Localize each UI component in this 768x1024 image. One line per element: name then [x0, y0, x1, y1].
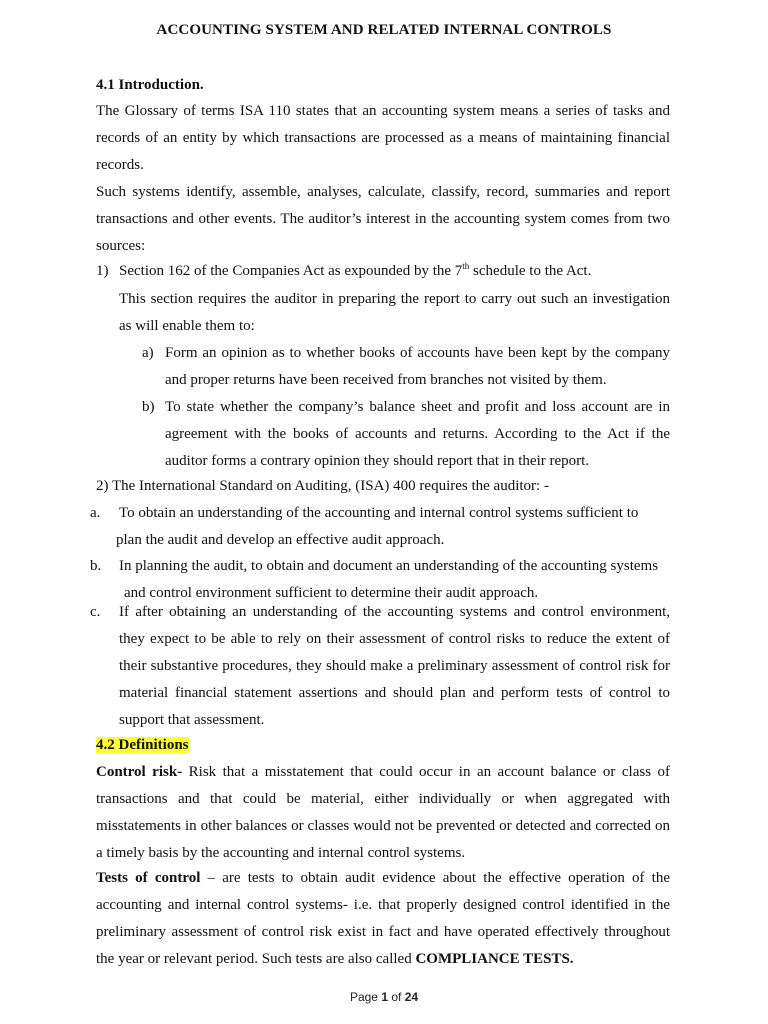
definition-term-tests-of-control: Tests of control [96, 870, 201, 886]
list-marker-1: 1) [96, 263, 109, 279]
definition-text-tests-of-control: – are tests to obtain audit evidence about the effective operation of the accounting and internal control systems- i.e. that properly designed control identified in the preliminary assessment of control risk exist in fact and have operated effectively throughout the year or relevant period. Such tests are also called [96, 870, 671, 967]
isa-item-a-marker: a. [90, 505, 101, 521]
isa-item-b-marker: b. [90, 558, 102, 574]
isa-item-b-line-1: In planning the audit, to obtain and document an understanding of the accounting systems [119, 558, 659, 574]
definition-tests-of-control [96, 865, 670, 973]
intro-paragraph-1: The Glossary of terms ISA 110 states that an accounting system means a series of tasks and records of an entity by which transactions are processed as a means of maintaining financial records. [96, 103, 670, 173]
isa-item-c-marker: c. [90, 604, 101, 620]
definitions-heading-highlight: 4.2 Definitions [96, 737, 189, 753]
section-heading-introduction: 4.1 Introduction. [96, 77, 204, 93]
footer-middle: of [388, 990, 405, 1004]
definition-text-control-risk: Risk that a misstatement that could occur in an account balance or class of transactions and that could be material, either individually or when aggregated with misstatements in other balances or classes would not be prevented or detected and corrected on a timely basis by the accounting and internal control systems. [96, 764, 670, 861]
list-item-1-heading [119, 258, 679, 285]
list-item-1-description: This section requires the auditor in preparing the report to carry out such an investigation as will enable them to: [119, 291, 670, 334]
list-item-1-superscript: th [462, 261, 470, 271]
sub-item-b-marker: b) [142, 399, 155, 415]
footer-total-pages: 24 [404, 990, 419, 1004]
isa-item-b-line-2: and control environment sufficient to determine their audit approach. [124, 585, 539, 601]
intro-paragraph-2: Such systems identify, assemble, analyses, calculate, classify, record, summaries and report transactions and other events. The auditor’s interest in the accounting system comes from two sources: [96, 184, 670, 254]
section-heading-definitions [96, 732, 189, 759]
sub-item-a-text: Form an opinion as to whether books of accounts have been kept by the company and proper returns have been received from branches not visited by them. [165, 345, 670, 388]
list-item-1-text-end: schedule to the Act. [469, 263, 592, 279]
list-item-1-text: Section 162 of the Companies Act as expounded by the 7 [119, 263, 463, 279]
list-item-2-heading: 2) The International Standard on Auditing, (ISA) 400 requires the auditor: - [96, 478, 549, 494]
sub-item-a-marker: a) [142, 345, 154, 361]
isa-item-a-line-2: plan the audit and develop an effective audit approach. [116, 532, 445, 548]
definition-control-risk [96, 759, 670, 867]
isa-item-a-line-1: To obtain an understanding of the accounting and internal control systems sufficient to [119, 505, 639, 521]
sub-item-b-text: To state whether the company’s balance sheet and profit and loss account are in agreement with the books of accounts and returns. According to the Act if the auditor forms a contrary opinion they should report that in their report. [165, 399, 670, 469]
page-footer [0, 990, 768, 1004]
isa-item-c-text: If after obtaining an understanding of the accounting systems and control environment, they expect to be able to rely on their assessment of control risks to reduce the extent of their substantive procedures, they should make a preliminary assessment of control risk for material financial statement assertions and should plan and perform tests of control to support that assessment. [119, 604, 670, 728]
definition-emphasis-compliance-tests: COMPLIANCE TESTS. [415, 951, 574, 967]
document-title: ACCOUNTING SYSTEM AND RELATED INTERNAL CONTROLS [156, 22, 612, 38]
footer-prefix: Page [349, 990, 382, 1004]
footer-current-page: 1 [381, 990, 388, 1004]
definition-term-control-risk: Control risk- [96, 764, 183, 780]
